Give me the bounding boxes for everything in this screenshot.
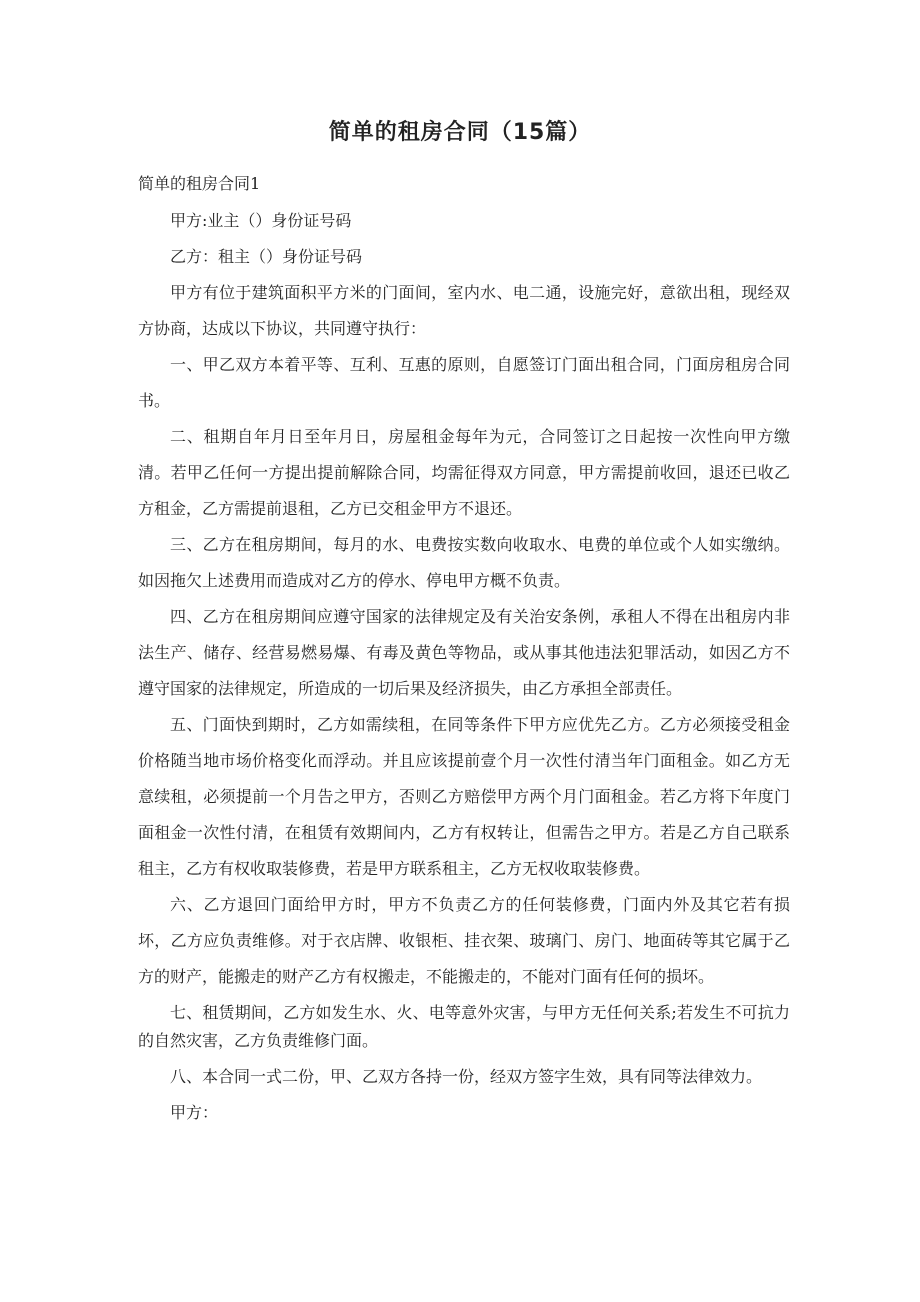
clause-2: 二、租期自年月日至年月日，房屋租金每年为元，合同签订之日起按一次性向甲方缴清。若甲乙任何一方提出提前解除合同，均需征得双方同意，甲方需提前收回，退还已收乙方租金，乙方需提前退租，乙方已交租金甲方不退还。 (138, 427, 790, 518)
document-body (138, 203, 790, 1131)
party-b-line: 乙方：租主（）身份证号码 (170, 247, 363, 266)
party-a-line: 甲方:业主（）身份证号码 (170, 211, 352, 230)
preamble-paragraph: 甲方有位于建筑面积平方米的门面间，室内水、电二通，设施完好，意欲出租，现经双方协商，达成以下协议，共同遵守执行： (138, 283, 790, 338)
party-a-signature-line: 甲方： (170, 1103, 219, 1122)
clause-4: 四、乙方在租房期间应遵守国家的法律规定及有关治安条例，承租人不得在出租房内非法生产、储存、经营易燃易爆、有毒及黄色等物品，或从事其他违法犯罪活动，如因乙方不遵守国家的法律规定，所造成的一切后果及经济损失，由乙方承担全部责任。 (138, 607, 790, 698)
clause-1: 一、甲乙双方本着平等、互利、互惠的原则，自愿签订门面出租合同，门面房租房合同书。 (138, 355, 790, 410)
clause-3: 三、乙方在租房期间，每月的水、电费按实数向收取水、电费的单位或个人如实缴纳。如因拖欠上述费用而造成对乙方的停水、停电甲方概不负责。 (138, 535, 790, 590)
clause-5: 五、门面快到期时，乙方如需续租，在同等条件下甲方应优先乙方。乙方必须接受租金价格随当地市场价格变化而浮动。并且应该提前壹个月一次性付清当年门面租金。如乙方无意续租，必须提前一个月告之甲方，否则乙方赔偿甲方两个月门面租金。若乙方将下年度门面租金一次性付清，在租赁有效期间内，乙方有权转让，但需告之甲方。若是乙方自己联系租主，乙方有权收取装修费，若是甲方联系租主，乙方无权收取装修费。 (138, 715, 790, 878)
section-heading: 简单的租房合同1 (138, 174, 261, 193)
clause-7: 七、租赁期间，乙方如发生水、火、电等意外灾害，与甲方无任何关系;若发生不可抗力的自然灾害，乙方负责维修门面。 (138, 1003, 790, 1050)
document-title: 简单的租房合同（15篇） (328, 120, 592, 145)
clause-6: 六、乙方退回门面给甲方时，甲方不负责乙方的任何装修费，门面内外及其它若有损坏，乙方应负责维修。对于衣店牌、收银柜、挂衣架、玻璃门、房门、地面砖等其它属于乙方的财产，能搬走的财产乙方有权搬走，不能搬走的，不能对门面有任何的损坏。 (138, 895, 790, 986)
clause-8: 八、本合同一式二份，甲、乙双方各持一份，经双方签字生效，具有同等法律效力。 (170, 1067, 763, 1086)
